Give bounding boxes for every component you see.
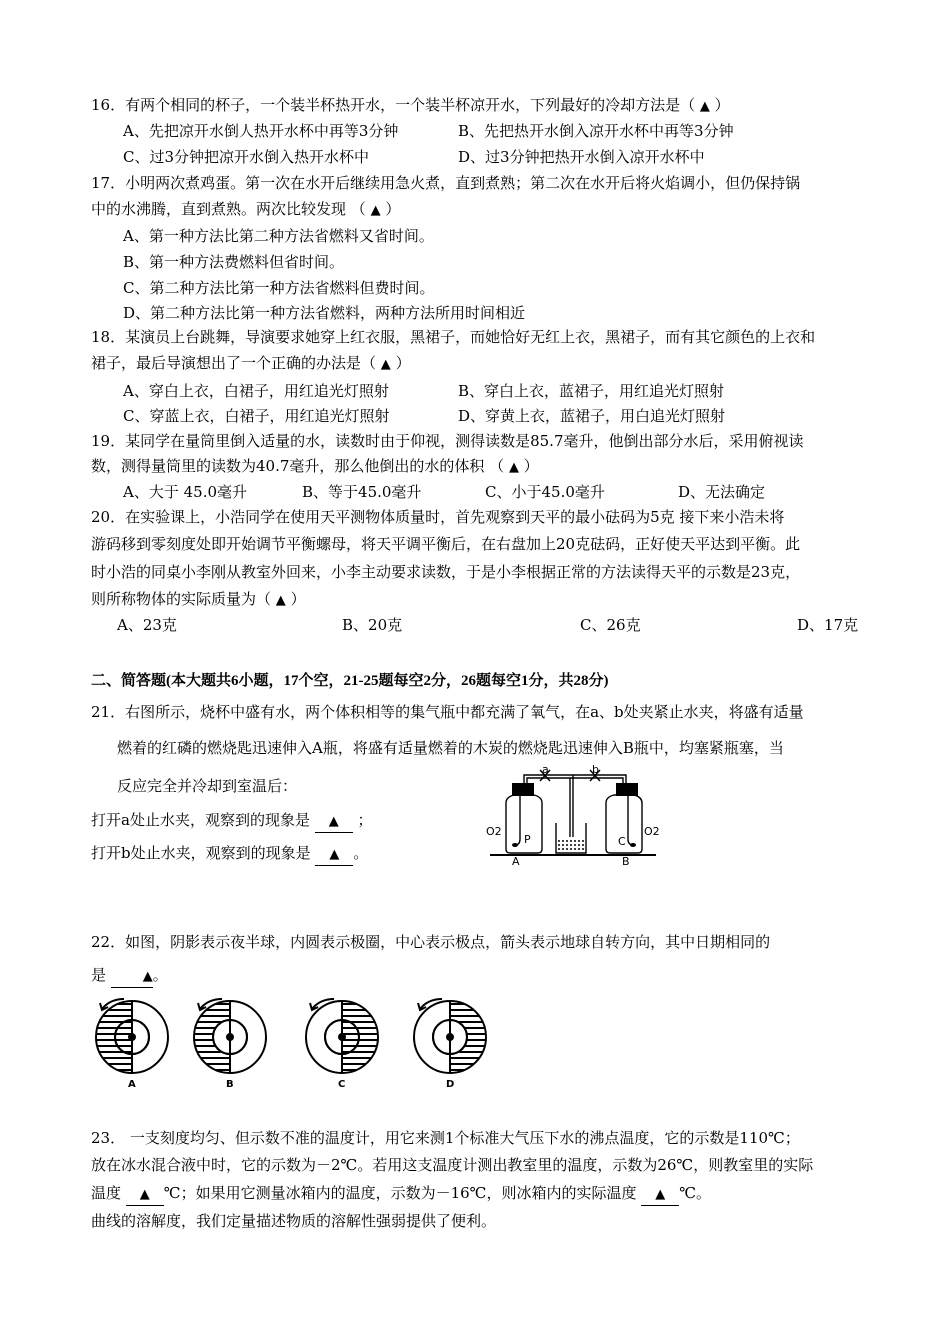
q16-option-d: D、过3分钟把热开水倒入凉开水杯中 bbox=[458, 148, 705, 166]
q20-option-a: A、23克 bbox=[117, 616, 177, 634]
answer-blank[interactable]: ▲ bbox=[126, 1185, 164, 1206]
q22-stem-1: 22．如图，阴影表示夜半球，内圆表示极圈，中心表示极点，箭头表示地球自转方向，其中日期相同的 bbox=[91, 933, 771, 951]
q18-option-b: B、穿白上衣，蓝裙子，用红追光灯照射 bbox=[458, 382, 725, 400]
stopper-a bbox=[512, 783, 534, 796]
fig-label-b: b bbox=[592, 765, 599, 776]
stopper-b bbox=[616, 783, 638, 796]
section-2-title: 二、简答题(本大题共6小题，17个空，21-25题每空2分，26题每空1分，共28分) bbox=[91, 673, 609, 689]
q20-stem-1: 20．在实验课上，小浩同学在使用天平测物体质量时，首先观察到天平的最小砝码为5克 接下来小浩未将 bbox=[91, 508, 785, 526]
q18-stem-1: 18．某演员上台跳舞，导演要求她穿上红衣服，黑裙子，而她恰好无红上衣，黑裙子，而有其它颜色的上衣和 bbox=[91, 328, 816, 346]
answer-blank[interactable]: ▲ bbox=[641, 1185, 679, 1206]
q23-line-4: 曲线的溶解度，我们定量描述物质的溶解性强弱提供了便利。 bbox=[91, 1212, 497, 1230]
q20-option-d: D、17克 bbox=[797, 616, 859, 634]
answer-blank[interactable]: ▲ bbox=[315, 812, 353, 833]
q20-option-c: C、26克 bbox=[580, 616, 641, 634]
fig-label-o2-right: O2 bbox=[644, 825, 660, 838]
fig-label-p: P bbox=[524, 833, 531, 846]
globe-label-b: B bbox=[226, 1079, 234, 1090]
q23-line-1: 23． 一支刻度均匀、但示数不准的温度计，用它来测1个标准大气压下水的沸点温度，它的示数是110℃； bbox=[91, 1129, 800, 1147]
q19-option-b: B、等于45.0毫升 bbox=[302, 483, 422, 501]
fig-label-c: C bbox=[618, 835, 626, 848]
fig-label-A: A bbox=[512, 855, 520, 865]
globe-c bbox=[306, 995, 384, 1085]
q17-option-d: D、第二种方法比第一种方法省燃料，两种方法所用时间相近 bbox=[123, 304, 526, 322]
q16-option-a: A、先把凉开水倒人热开水杯中再等3分钟 bbox=[123, 122, 399, 140]
globe-a bbox=[90, 995, 168, 1085]
q20-stem-4: 则所称物体的实际质量为（ ▲ ） bbox=[91, 590, 306, 608]
q19-option-d: D、无法确定 bbox=[678, 483, 766, 501]
q20-option-b: B、20克 bbox=[342, 616, 403, 634]
q23-line-3: 温度 ▲ ℃；如果用它测量冰箱内的温度，示数为－16℃，则冰箱内的实际温度 ▲ ℃。 bbox=[91, 1183, 711, 1206]
polar-globes-figure bbox=[90, 995, 500, 1090]
globe-label-d: D bbox=[446, 1079, 455, 1090]
q16-option-c: C、过3分钟把凉开水倒入热开水杯中 bbox=[123, 148, 370, 166]
q21-stem-3: 反应完全并冷却到室温后： bbox=[117, 777, 298, 795]
q16-stem: 16．有两个相同的杯子，一个装半杯热开水，一个装半杯凉开水，下列最好的冷却方法是（ ▲ ） bbox=[91, 96, 730, 114]
q17-option-a: A、第一种方法比第二种方法省燃料又省时间。 bbox=[123, 227, 434, 245]
q17-option-b: B、第一种方法费燃料但省时间。 bbox=[123, 253, 345, 271]
q18-option-a: A、穿白上衣，白裙子，用红追光灯照射 bbox=[123, 382, 389, 400]
q20-stem-3: 时小浩的同桌小李刚从教室外回来，小李主动要求读数，于是小李根据正常的方法读得天平的示数是23克， bbox=[91, 563, 801, 581]
q18-stem-2: 裙子，最后导演想出了一个正确的办法是（ ▲ ） bbox=[91, 354, 411, 372]
gas-bottle-apparatus-figure bbox=[480, 765, 660, 865]
answer-blank[interactable]: ▲ bbox=[111, 967, 153, 988]
q19-option-a: A、大于 45.0毫升 bbox=[123, 483, 247, 501]
q17-option-c: C、第二种方法比第一种方法省燃料但费时间。 bbox=[123, 279, 435, 297]
q21-line-b: 打开b处止水夹，观察到的现象是 ▲ 。 bbox=[91, 843, 368, 866]
answer-blank[interactable]: ▲ bbox=[315, 845, 353, 866]
globe-label-c: C bbox=[338, 1079, 346, 1090]
q21-stem-1: 21．右图所示，烧杯中盛有水，两个体积相等的集气瓶中都充满了氧气，在a、b处夹紧止水夹，将盛有适量 bbox=[91, 703, 804, 721]
q21-line-a: 打开a处止水夹，观察到的现象是 ▲ ； bbox=[91, 810, 373, 833]
globe-d bbox=[414, 995, 492, 1085]
q18-option-c: C、穿蓝上衣，白裙子，用红追光灯照射 bbox=[123, 407, 390, 425]
q19-stem-1: 19．某同学在量筒里倒入适量的水，读数时由于仰视，测得读数是85.7毫升，他倒出部分水后，采用俯视读 bbox=[91, 432, 804, 450]
fig-label-B: B bbox=[622, 855, 630, 865]
q17-stem-2: 中的水沸腾，直到煮熟。两次比较发现 （ ▲ ） bbox=[91, 200, 401, 218]
fig-label-o2-left: O2 bbox=[486, 825, 502, 838]
q17-stem-1: 17．小明两次煮鸡蛋。第一次在水开后继续用急火煮，直到煮熟；第二次在水开后将火焰调小，但仍保持锅 bbox=[91, 174, 801, 192]
globe-b bbox=[188, 995, 266, 1085]
q21-stem-2: 燃着的红磷的燃烧匙迅速伸入A瓶，将盛有适量燃着的木炭的燃烧匙迅速伸入B瓶中，均塞紧瓶塞，当 bbox=[117, 739, 784, 757]
q16-option-b: B、先把热开水倒入凉开水杯中再等3分钟 bbox=[458, 122, 734, 140]
q23-line-2: 放在冰水混合液中时，它的示数为－2℃。若用这支温度计测出教室里的温度，示数为26℃，则教室里的实际 bbox=[91, 1156, 814, 1174]
fig-label-a: a bbox=[542, 765, 549, 776]
globe-label-a: A bbox=[128, 1079, 136, 1090]
q20-stem-2: 游码移到零刻度处即开始调节平衡螺母，将天平调平衡后，在右盘加上20克砝码，正好使天平达到平衡。此 bbox=[91, 535, 801, 553]
q19-option-c: C、小于45.0毫升 bbox=[485, 483, 605, 501]
q22-stem-2: 是 ▲。 bbox=[91, 965, 168, 988]
q19-stem-2: 数，测得量筒里的读数为40.7毫升，那么他倒出的水的体积 （ ▲ ） bbox=[91, 457, 539, 475]
q18-option-d: D、穿黄上衣，蓝裙子，用白追光灯照射 bbox=[458, 407, 726, 425]
